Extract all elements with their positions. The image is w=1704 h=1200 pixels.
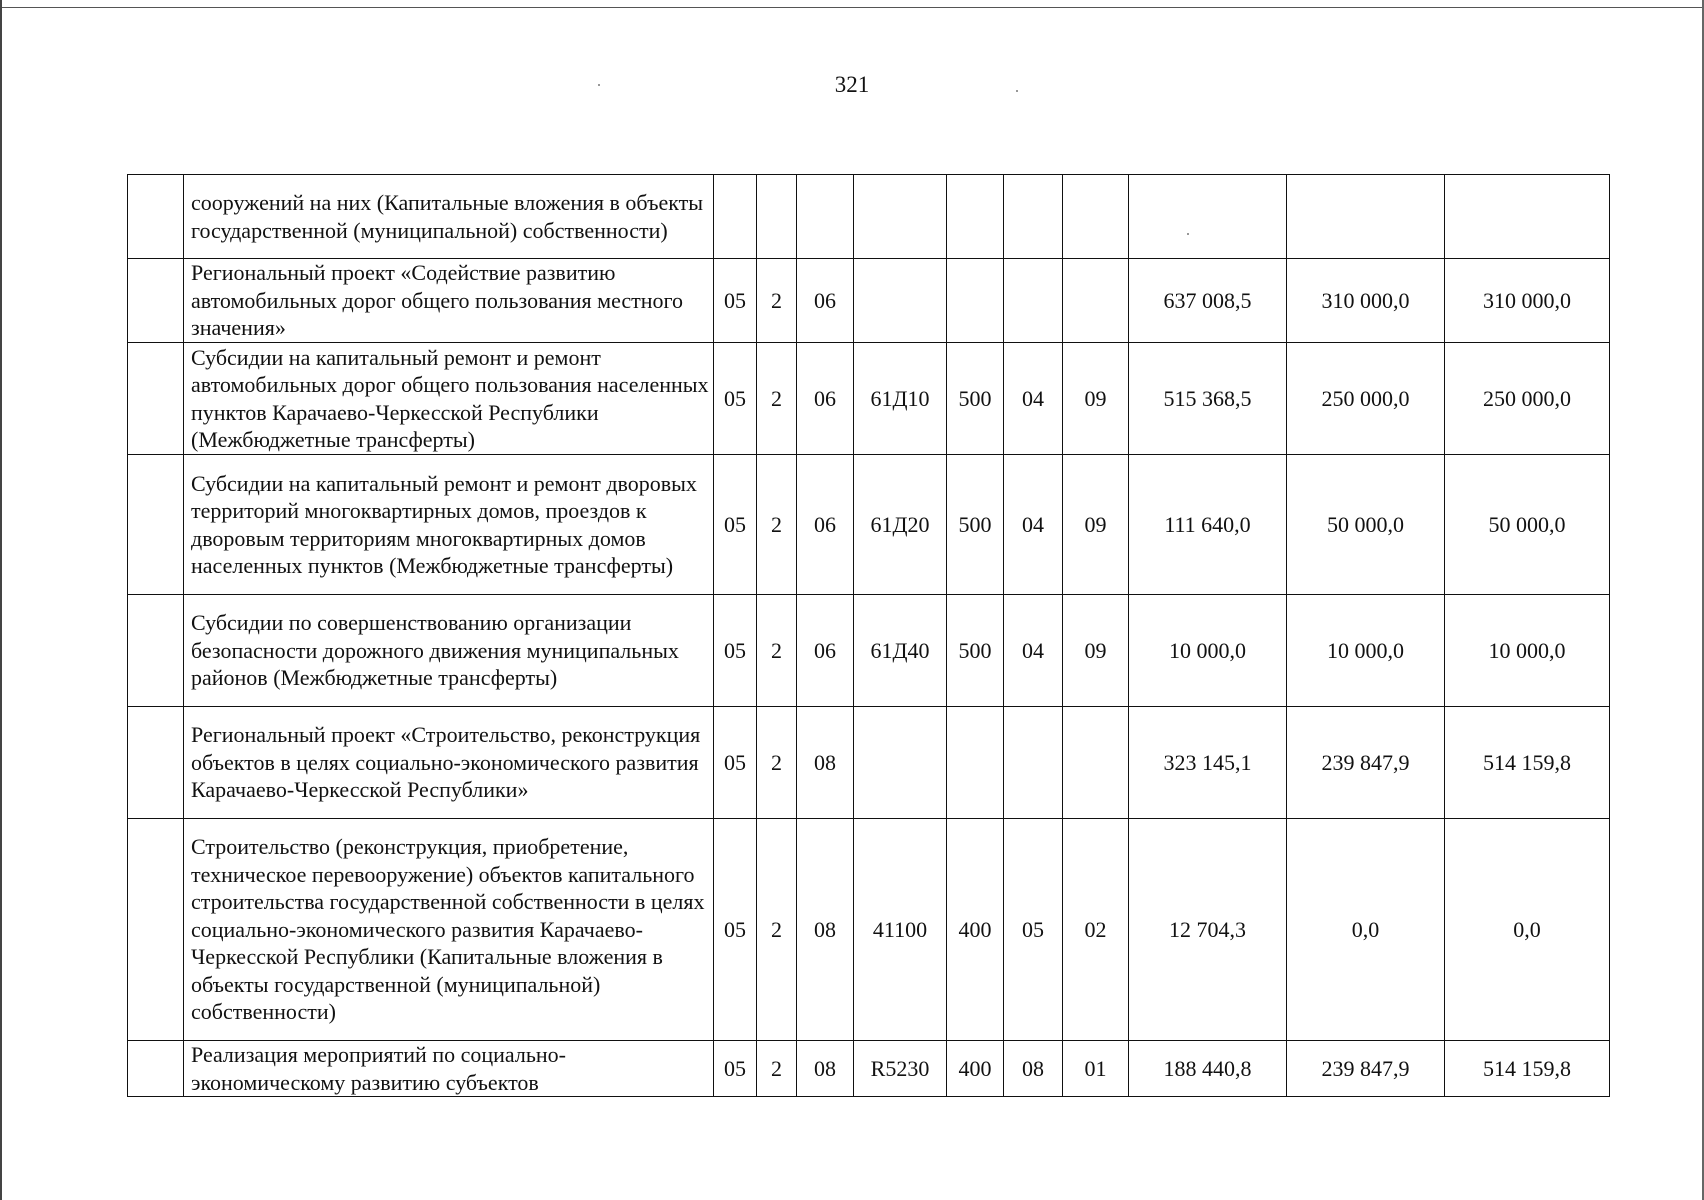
- code-cell: 01: [1063, 1041, 1129, 1097]
- code-cell: 05: [714, 259, 757, 343]
- code-cell: 61Д20: [854, 455, 947, 595]
- table-row: [128, 595, 1610, 707]
- code-cell: 2: [757, 707, 797, 819]
- table-row: [128, 819, 1610, 1041]
- amount-cell: 250 000,0: [1445, 343, 1610, 455]
- amount-cell: 10 000,0: [1445, 595, 1610, 707]
- code-cell: 04: [1004, 595, 1063, 707]
- code-cell: 61Д40: [854, 595, 947, 707]
- code-cell: [1063, 259, 1129, 343]
- code-cell: 05: [714, 343, 757, 455]
- amount-cell: 515 368,5: [1129, 343, 1287, 455]
- amount-cell: [1287, 175, 1445, 259]
- code-cell: 08: [797, 707, 854, 819]
- code-cell: 02: [1063, 819, 1129, 1041]
- index-cell: [128, 707, 184, 819]
- code-cell: 400: [947, 819, 1004, 1041]
- index-cell: [128, 175, 184, 259]
- code-cell: 05: [1004, 819, 1063, 1041]
- code-cell: 500: [947, 455, 1004, 595]
- budget-table: [127, 174, 1610, 1097]
- item-name: Субсидии на капитальный ремонт и ремонт автомобильных дорог общего пользования населенных пунктов Карачаево-Черкесской Республики (Межбюджетные трансферты): [184, 343, 714, 455]
- code-cell: 2: [757, 595, 797, 707]
- code-cell: [1063, 175, 1129, 259]
- code-cell: 2: [757, 259, 797, 343]
- table-row: [128, 1041, 1610, 1097]
- amount-cell: 514 159,8: [1445, 1041, 1610, 1097]
- item-name: Региональный проект «Содействие развитию автомобильных дорог общего пользования местного значения»: [184, 259, 714, 343]
- amount-cell: 637 008,5: [1129, 259, 1287, 343]
- amount-cell: 0,0: [1445, 819, 1610, 1041]
- table-row: [128, 707, 1610, 819]
- scan-border-top: [0, 0, 1704, 8]
- index-cell: [128, 1041, 184, 1097]
- code-cell: 08: [1004, 1041, 1063, 1097]
- code-cell: 2: [757, 819, 797, 1041]
- amount-cell: 239 847,9: [1287, 707, 1445, 819]
- amount-cell: 10 000,0: [1129, 595, 1287, 707]
- amount-cell: 310 000,0: [1287, 259, 1445, 343]
- item-name: Реализация мероприятий по социально-экономическому развитию субъектов: [184, 1041, 714, 1097]
- index-cell: [128, 595, 184, 707]
- item-name: Региональный проект «Строительство, реконструкция объектов в целях социально-экономического развития Карачаево-Черкесской Республики»: [184, 707, 714, 819]
- code-cell: 05: [714, 1041, 757, 1097]
- code-cell: 06: [797, 455, 854, 595]
- code-cell: [947, 707, 1004, 819]
- code-cell: 05: [714, 819, 757, 1041]
- scan-border-left: [0, 0, 2, 1200]
- amount-cell: [1129, 175, 1287, 259]
- code-cell: [1004, 259, 1063, 343]
- code-cell: [714, 175, 757, 259]
- amount-cell: 12 704,3: [1129, 819, 1287, 1041]
- amount-cell: 50 000,0: [1287, 455, 1445, 595]
- code-cell: [1004, 707, 1063, 819]
- code-cell: [757, 175, 797, 259]
- code-cell: 2: [757, 455, 797, 595]
- code-cell: 500: [947, 343, 1004, 455]
- code-cell: [854, 707, 947, 819]
- index-cell: [128, 343, 184, 455]
- item-name: Строительство (реконструкция, приобретение, техническое перевооружение) объектов капитального строительства государственной собственности в целях социально-экономического развития Карачаево-Черкесской Республики (Капитальные вложения в объекты государственной (муниципальной) собственности): [184, 819, 714, 1041]
- item-name: Субсидии на капитальный ремонт и ремонт дворовых территорий многоквартирных домов, проездов к дворовым территориям многоквартирных домов населенных пунктов (Межбюджетные трансферты): [184, 455, 714, 595]
- code-cell: 400: [947, 1041, 1004, 1097]
- code-cell: 08: [797, 819, 854, 1041]
- table-row: [128, 259, 1610, 343]
- code-cell: 08: [797, 1041, 854, 1097]
- code-cell: 05: [714, 595, 757, 707]
- item-name: Субсидии по совершенствованию организации безопасности дорожного движения муниципальных районов (Межбюджетные трансферты): [184, 595, 714, 707]
- code-cell: 2: [757, 343, 797, 455]
- page-number: 321: [834, 72, 870, 97]
- code-cell: 04: [1004, 455, 1063, 595]
- code-cell: 05: [714, 455, 757, 595]
- code-cell: 2: [757, 1041, 797, 1097]
- code-cell: 09: [1063, 343, 1129, 455]
- code-cell: [947, 175, 1004, 259]
- table-row: [128, 455, 1610, 595]
- code-cell: 06: [797, 343, 854, 455]
- code-cell: [854, 175, 947, 259]
- code-cell: 05: [714, 707, 757, 819]
- amount-cell: 50 000,0: [1445, 455, 1610, 595]
- amount-cell: 250 000,0: [1287, 343, 1445, 455]
- code-cell: [797, 175, 854, 259]
- index-cell: [128, 819, 184, 1041]
- index-cell: [128, 455, 184, 595]
- amount-cell: 0,0: [1287, 819, 1445, 1041]
- code-cell: [947, 259, 1004, 343]
- amount-cell: 514 159,8: [1445, 707, 1610, 819]
- item-name: сооружений на них (Капитальные вложения в объекты государственной (муниципальной) собственности): [184, 175, 714, 259]
- amount-cell: 10 000,0: [1287, 595, 1445, 707]
- amount-cell: [1445, 175, 1610, 259]
- code-cell: 500: [947, 595, 1004, 707]
- code-cell: 09: [1063, 595, 1129, 707]
- amount-cell: 310 000,0: [1445, 259, 1610, 343]
- code-cell: 09: [1063, 455, 1129, 595]
- amount-cell: 239 847,9: [1287, 1041, 1445, 1097]
- index-cell: [128, 259, 184, 343]
- amount-cell: 323 145,1: [1129, 707, 1287, 819]
- code-cell: [1004, 175, 1063, 259]
- code-cell: 41100: [854, 819, 947, 1041]
- code-cell: [1063, 707, 1129, 819]
- code-cell: R5230: [854, 1041, 947, 1097]
- table-row: [128, 175, 1610, 259]
- table-row: [128, 343, 1610, 455]
- code-cell: 06: [797, 259, 854, 343]
- code-cell: [854, 259, 947, 343]
- amount-cell: 111 640,0: [1129, 455, 1287, 595]
- code-cell: 61Д10: [854, 343, 947, 455]
- code-cell: 04: [1004, 343, 1063, 455]
- code-cell: 06: [797, 595, 854, 707]
- amount-cell: 188 440,8: [1129, 1041, 1287, 1097]
